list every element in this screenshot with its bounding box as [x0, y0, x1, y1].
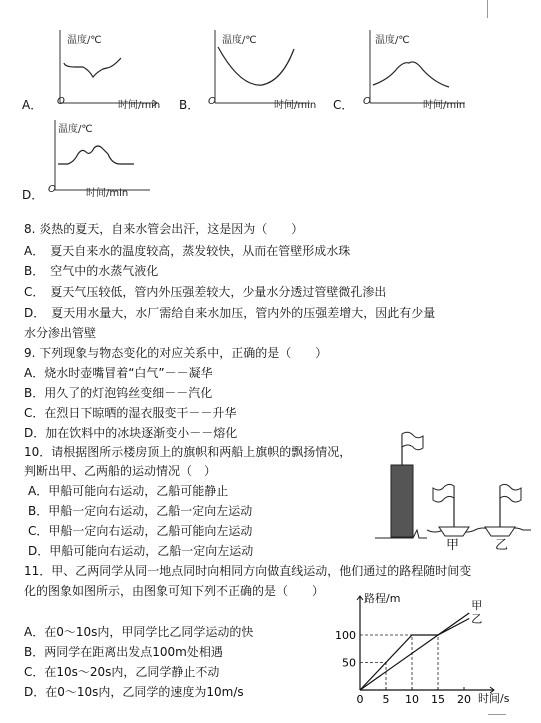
q9-option-a: A．烧水时壶嘴冒着“白气”－－凝华	[24, 366, 213, 380]
boat-jia-flag	[433, 484, 454, 502]
building	[391, 465, 413, 537]
y-tick-label-50: 50	[342, 656, 356, 670]
q9-option-d: D．加在饮料中的冰块逐渐变小－－熔化	[24, 426, 238, 440]
crop-mark-bottom-right-h	[488, 714, 506, 715]
q8-option-c: C． 夏天气压较低，管内外压强差较大，少量水分透过管壁微孔渗出	[24, 285, 387, 299]
boat-label-jia: 甲	[446, 538, 460, 553]
option-letter-b: B．	[179, 98, 200, 112]
x-tick-label-15: 15	[431, 693, 445, 706]
graph-c-ylabel: 温度/℃	[375, 35, 410, 46]
q9-option-c: C．在烈日下晾晒的湿衣服变干－－升华	[24, 406, 237, 420]
graph-d	[50, 118, 160, 200]
series-line-jia	[360, 613, 469, 690]
q8-option-a: A． 夏天自来水的温度较高，蒸发较快，从而在管壁形成水珠	[24, 244, 351, 258]
graph-d-origin: O	[48, 184, 56, 195]
x-tick-label-5: 5	[382, 693, 390, 706]
q11-option-d: D．在0～10s内，乙同学的速度为10m/s	[24, 685, 244, 699]
x-tick-label-20: 20	[457, 693, 471, 706]
option-letter-d: D．	[22, 188, 44, 202]
graph-c-origin: O	[363, 96, 371, 107]
q8-option-d-cont: 水分渗出管壁	[24, 326, 97, 340]
graph-a-curve	[64, 58, 121, 77]
q11-option-a: A．在0～10s内，甲同学比乙同学运动的快	[24, 625, 254, 639]
graph-a-ylabel: 温度/℃	[67, 35, 102, 46]
q10-stem-line1: 10．请根据图所示楼房顶上的旗帜和两船上旗帜的飘扬情况，	[24, 445, 352, 459]
graph-c-curve	[373, 62, 449, 87]
q10-option-c: C．甲船一定向右运动，乙船可能向左运动	[28, 524, 253, 538]
y-tick-label-100: 100	[335, 629, 356, 642]
q8-option-d: D． 夏天用水量大，水厂需给自来水加压，管内外的压强差增大，因此有少量	[24, 306, 436, 320]
boat-yi-flag	[500, 484, 521, 502]
flags-figure	[375, 430, 535, 555]
graph-a-origin: O	[57, 96, 65, 107]
crop-mark-top-right-v	[487, 0, 488, 18]
option-letter-a: A．	[22, 98, 43, 112]
series-line-yi	[360, 619, 469, 691]
x-tick-label-10: 10	[405, 693, 419, 706]
option-letter-c: C．	[333, 98, 354, 112]
chart-xlabel: 时间/s	[478, 692, 510, 705]
q8-option-b: B． 空气中的水蒸气液化	[24, 264, 159, 278]
graph-a	[55, 25, 165, 110]
graph-c	[365, 25, 475, 110]
graph-b	[210, 25, 320, 110]
q11-option-b: B．两同学在距离出发点100m处相遇	[24, 645, 223, 659]
boat-label-yi: 乙	[495, 538, 509, 553]
chart-ylabel: 路程/m	[364, 592, 401, 605]
graph-b-curve	[218, 47, 294, 85]
graph-d-ylabel: 温度/℃	[58, 124, 93, 135]
building-flag	[402, 432, 423, 450]
graph-b-ylabel: 温度/℃	[222, 35, 257, 46]
q11-option-c: C．在10s～20s内，乙同学静止不动	[24, 665, 220, 679]
series-label-yi: 乙	[471, 612, 483, 626]
distance-time-chart	[330, 590, 535, 715]
q10-stem-line2: 判断出甲、乙两船的运动情况（ ）	[24, 464, 217, 478]
q10-option-b: B．甲船一定向右运动，乙船一定向左运动	[28, 504, 253, 518]
q10-option-a: A．甲船可能向右运动，乙船可能静止	[28, 484, 229, 498]
graph-a-xlabel: 时间/min	[118, 100, 161, 111]
graph-d-xlabel: 时间/min	[86, 188, 129, 199]
q11-stem-line1: 11．甲、乙两同学从同一地点同时向相同方向做直线运动，他们通过的路程随时间变	[24, 564, 472, 578]
q8-stem: 8. 炎热的夏天，自来水管会出汗，这是因为（ ）	[24, 222, 304, 236]
graph-c-xlabel: 时间/min	[423, 100, 466, 111]
q11-stem-line2: 化的图象如图所示，由图象可知下列不正确的是（ ）	[24, 584, 325, 598]
q9-option-b: B．用久了的灯泡钨丝变细－－汽化	[24, 386, 213, 400]
series-label-jia: 甲	[471, 599, 483, 612]
graph-d-curve	[58, 146, 134, 164]
q10-option-d: D．甲船可能向右运动，乙船一定向左运动	[28, 544, 254, 558]
q9-stem: 9. 下列现象与物态变化的对应关系中，正确的是（ ）	[24, 346, 328, 360]
x-tick-label-0: 0	[356, 693, 364, 706]
graph-b-origin: O	[208, 96, 216, 107]
graph-b-xlabel: 时间/min	[274, 100, 317, 111]
